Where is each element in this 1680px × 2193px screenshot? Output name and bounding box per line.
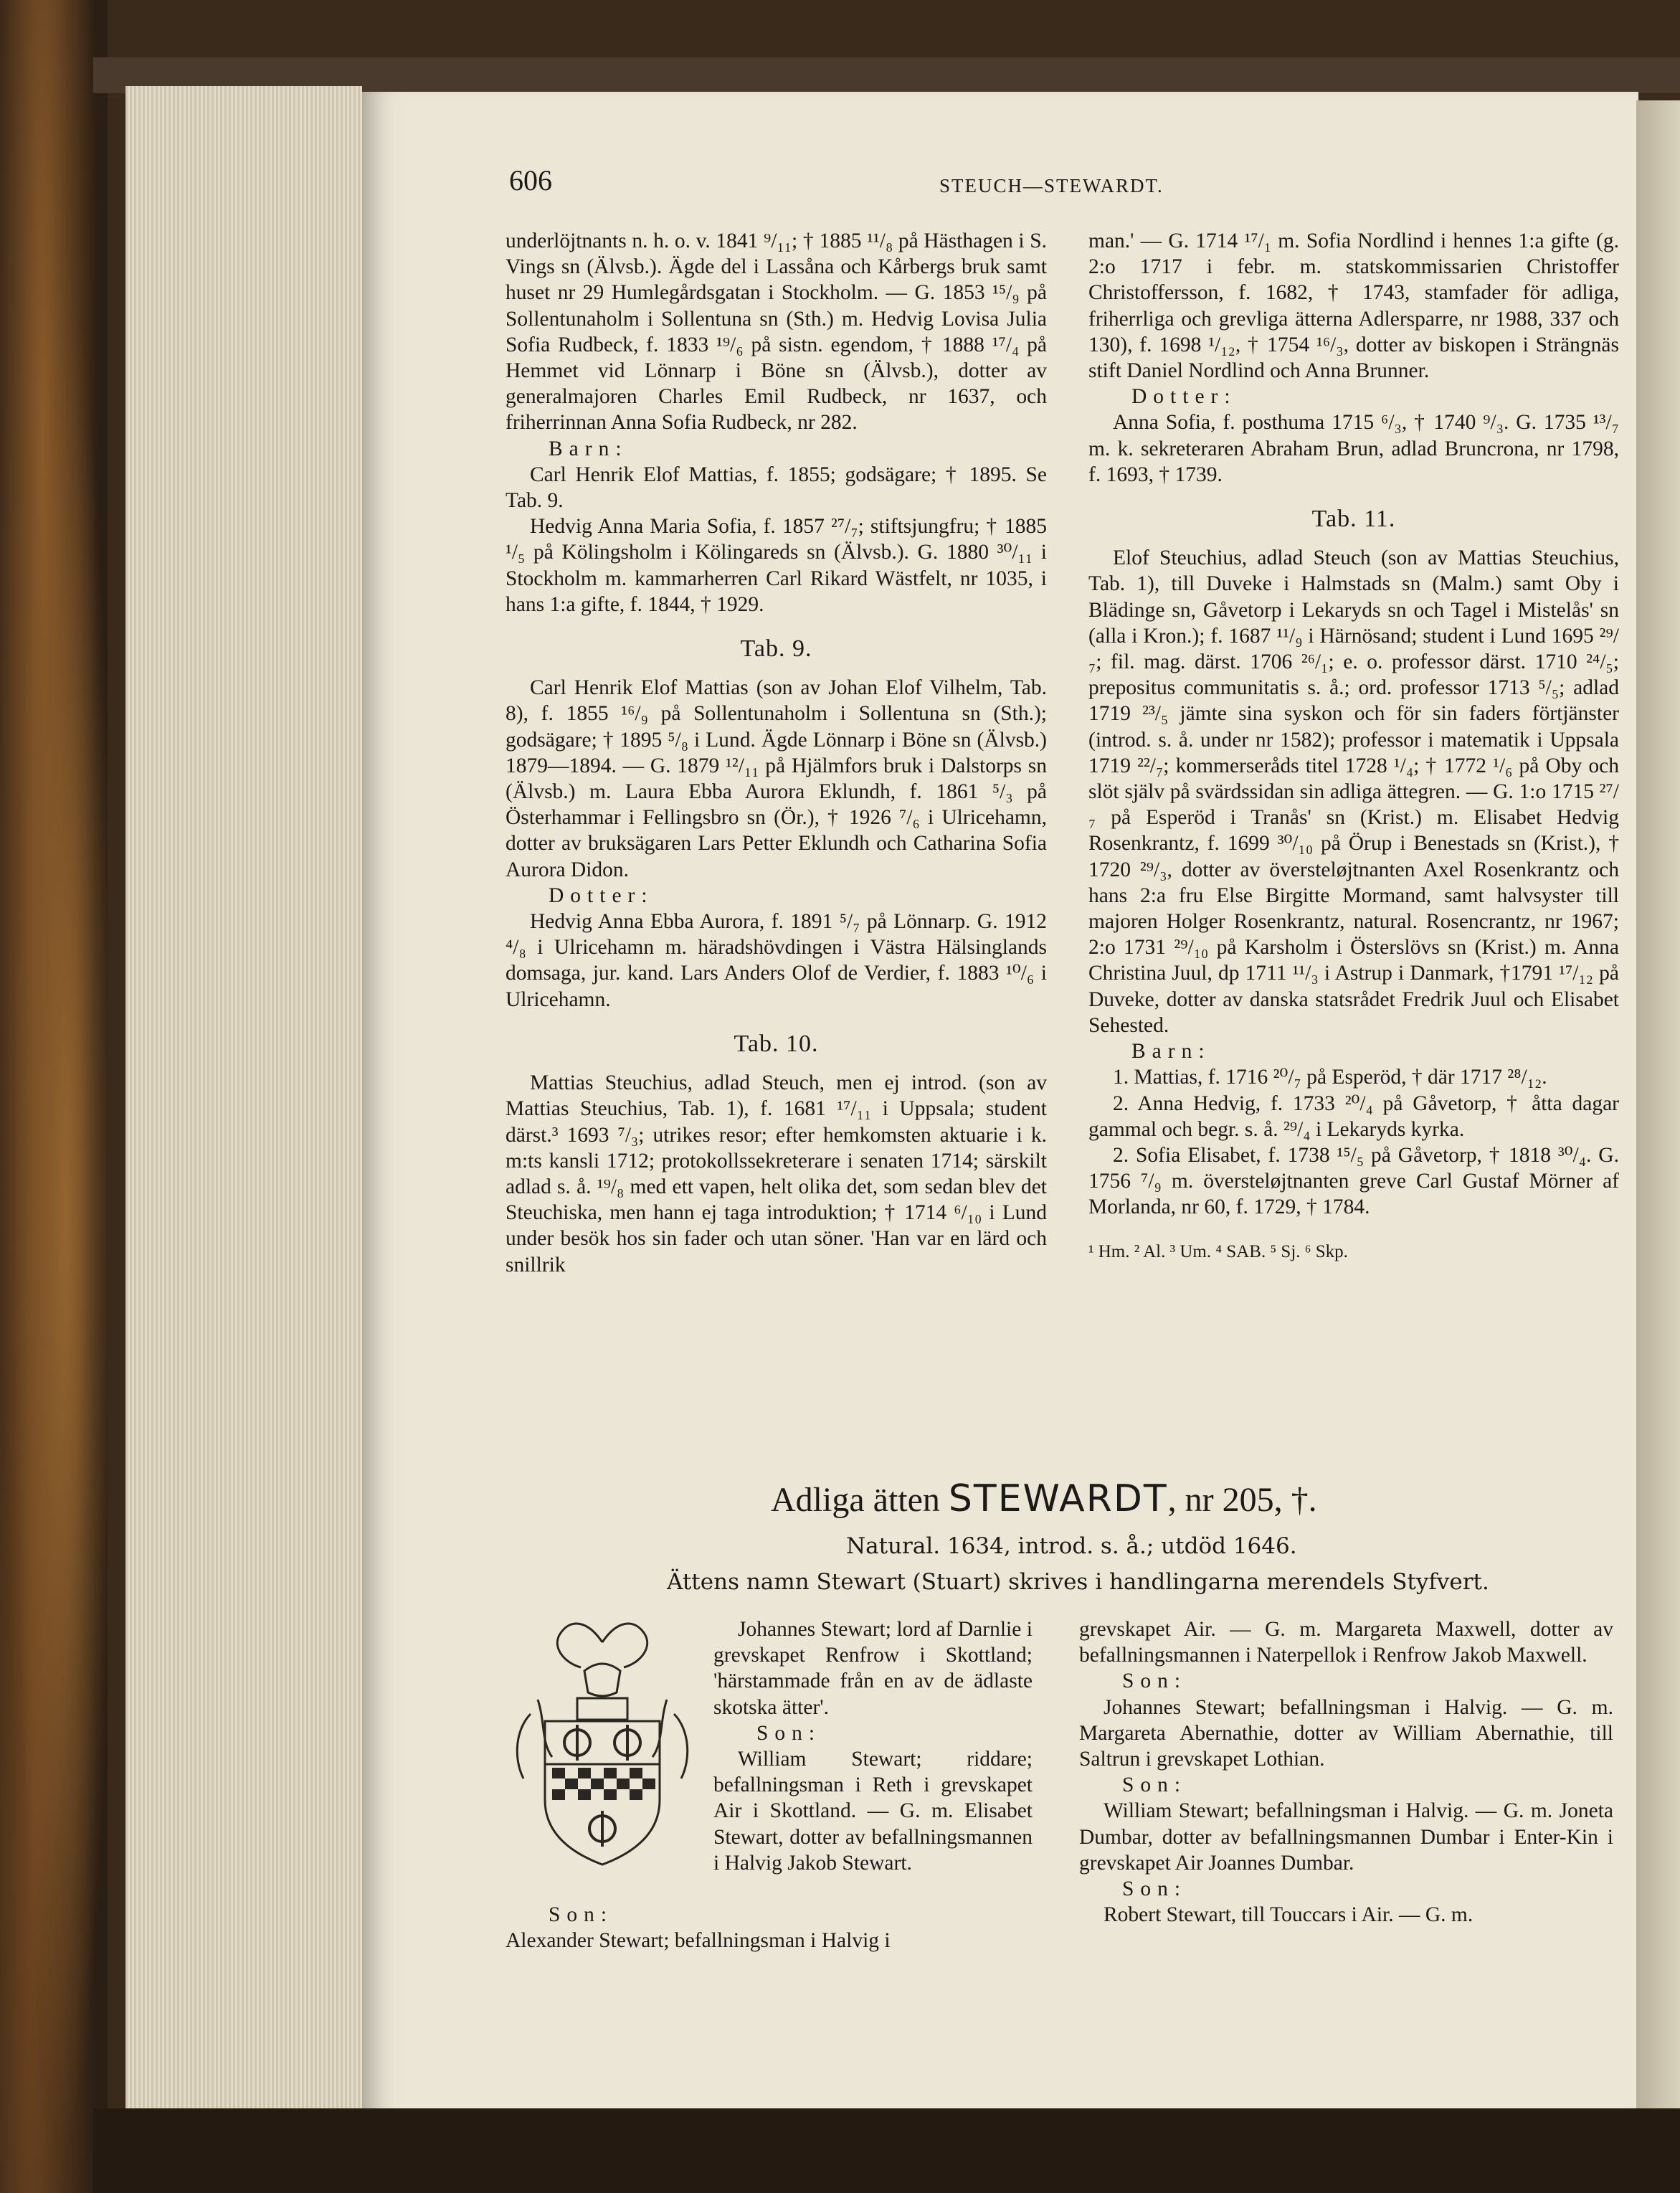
family-title <box>771 1477 1317 1520</box>
lower-left-bottom-text <box>506 1902 1033 1953</box>
paragraph: Elof Steuchius, adlad Steuch (son av Mattias Steuchius, Tab. 1), till Duveke i Halmstads sn (Malm.) samt Oby i Blädinge sn, Gåvetorp i Lekaryds sn och Tagel i Mistelås' sn (alla i Kron.); f. 1687 ¹¹/₉ i Härnösand; student i Lund 1695 ²⁹/₇; fil. mag. därst. 1706 ²⁶/₁; e. o. professor därst. 1710 ²⁴/₅; prepositus communitatis s. å.; ord. professor 1713 ⁵/₅; adlad 1719 ²³/₅ jämte sina syskon och för sin faders förtjänster (introd. s. å. under nr 1582); professor i matematik i Uppsala 1719 ²²/₇; kommerseråds titel 1728 ¹/₄; † 1772 ¹/₆ på Oby och slöt själv på svärdssidan sin adliga ättegren. — G. 1:o 1715 ²⁷/₇ på Esperöd i Tranås' sn (Krist.) m. Elisabet Hedvig Rosenkrantz, f. 1699 ³⁰/₁₀ på Örup i Benestads sn (Krist.), † 1720 ²⁹/₃, dotter av översteløjtnanten Axel Rosenkrantz och hans 2:a fru Else Birgitte Mormand, samt halvsyster till majoren Holger Rosenkrantz, natural. Rosencrantz, nr 1967; 2:o 1731 ²⁹/₁₀ på Karsholm i Österslövs sn (Krist.) m. Anna Christina Juul, dp 1711 ¹¹/₃ i Astrup i Danmark, †1791 ¹⁷/₁₂ på Duveke, dotter av danska statsrådet Fredrik Juul och Elisabet Sehested. <box>1088 546 1619 1037</box>
book-cover-left <box>0 0 108 2193</box>
table-heading-tab-10: Tab. 10. <box>734 1030 819 1057</box>
paragraph: Carl Henrik Elof Mattias (son av Johan Elof Vilhelm, Tab. 8), f. 1855 ¹⁶/₉ på Sollentunaholm i Sollentuna sn (Sth.); godsägare; † 1895 ⁵/₈ i Lund. Ägde Lönnarp i Böne sn (Älvsb.) 1879—1894. — G. 1879 ¹²/₁₁ på Hjälmfors bruk i Dalstorps sn (Älvsb.) m. Laura Ebba Aurora Eklundh, f. 1861 ⁵/₃ på Österhammar i Fellingsbro sn (Ör.), † 1926 ⁷/₆ i Ulricehamn, dotter av bruksägaren Lars Petter Eklundh och Catharina Sofia Aurora Didon. <box>506 676 1047 881</box>
book-bottom-shadow <box>93 2108 1680 2193</box>
section-label-barn: Barn: <box>549 437 628 460</box>
paragraph: Johannes Stewart; lord af Darnlie i grevskapet Renfrow i Skottland; 'härstammade från en av de ädlaste skotska ätter'. <box>713 1618 1033 1719</box>
next-page-edge <box>1636 100 1680 2108</box>
paragraph: Mattias Steuchius, adlad Steuch, men ej introd. (son av Mattias Steuchius, Tab. 1), f. 1681 ¹⁷/₁₁ i Uppsala; student därst.³ 1693 ⁷/₃; utrikes resor; efter hemkomsten aktuarie i k. m:ts kansli 1712; protokollssekreterare i senaten 1714; särskilt adlad s. å. ¹⁹/₈ med ett vapen, helt olika det, som sedan blev det Steuchiska, men hann ej taga introduktion; † 1714 ⁶/₁₀ i Lund under besök hos sin fader och utan söner. 'Han var en lärd och snillrik <box>506 1071 1047 1277</box>
paragraph: 1. Mattias, f. 1716 ²⁰/₇ på Esperöd, † där 1717 ²⁸/₁₂. <box>1113 1066 1547 1089</box>
lower-left-text <box>713 1616 1033 1876</box>
section-label-son: Son: <box>1122 1877 1187 1901</box>
name-note: Ättens namn Stewart (Stuart) skrives i handlingarna merendels Styfvert. <box>667 1569 1489 1595</box>
paragraph: Anna Sofia, f. posthuma 1715 ⁶/₃, † 1740 ⁹/₃. G. 1735 ¹³/₇ m. k. sekreteraren Abraham Brun, adlad Bruncrona, nr 1798, f. 1693, † 1739. <box>1088 411 1619 486</box>
page-edges <box>125 86 362 2108</box>
family-title-suffix: , nr 205, †. <box>1167 1481 1317 1519</box>
paragraph: Hedvig Anna Maria Sofia, f. 1857 ²⁷/₇; stiftsjungfru; † 1885 ¹/₅ på Kölingsholm i Kölingareds sn (Älvsb.). G. 1880 ³⁰/₁₁ i Stockholm m. kammarherren Carl Rikard Wästfelt, nr 1035, i hans 1:a gifte, f. 1844, † 1929. <box>506 515 1047 616</box>
section-label-dotter: Dotter: <box>549 884 654 907</box>
paragraph: Hedvig Anna Ebba Aurora, f. 1891 ⁵/₇ på Lönnarp. G. 1912 ⁴/₈ i Ulricehamn m. häradshövdingen i Västra Hälsinglands domsaga, jur. kand. Lars Anders Olof de Verdier, f. 1883 ¹⁰/₆ i Ulricehamn. <box>506 910 1047 1011</box>
page-number: 606 <box>509 164 552 196</box>
paragraph: 2. Anna Hedvig, f. 1733 ²⁰/₄ på Gåvetorp, † åtta dagar gammal och begr. s. å. ²⁹/₄ i Lekaryds kyrka. <box>1088 1091 1619 1141</box>
table-heading-tab-9: Tab. 9. <box>740 635 812 663</box>
footnotes: ¹ Hm. ² Al. ³ Um. ⁴ SAB. ⁵ Sj. ⁶ Skp. <box>1088 1241 1348 1261</box>
coat-of-arms-icon <box>502 1614 703 1872</box>
right-text-column <box>1088 228 1619 1265</box>
paragraph: William Stewart; befallningsman i Halvig. — G. m. Joneta Dumbar, dotter av befallningsmannen Dumbar i Enter-Kin i grevskapet Air Joannes Dumbar. <box>1079 1799 1613 1875</box>
paragraph: Johannes Stewart; befallningsman i Halvig. — G. m. Margareta Abernathie, dotter av William Abernathie, till Saltrun i grevskapet Lothian. <box>1079 1695 1613 1771</box>
section-label-barn: Barn: <box>1131 1040 1211 1064</box>
section-label-son: Son: <box>756 1721 822 1745</box>
naturalization-line: Natural. 1634, introd. s. å.; utdöd 1646. <box>846 1533 1297 1559</box>
paragraph: Robert Stewart, till Touccars i Air. — G. m. <box>1104 1903 1473 1927</box>
paragraph: Carl Henrik Elof Mattias, f. 1855; godsägare; † 1895. Se Tab. 9. <box>506 463 1047 513</box>
paragraph: grevskapet Air. — G. m. Margareta Maxwell, dotter av befallningsmannen i Naterpellok i Renfrow Jakob Maxwell. <box>1079 1618 1613 1667</box>
table-heading-tab-11: Tab. 11. <box>1311 506 1396 533</box>
section-label-dotter: Dotter: <box>1131 385 1237 409</box>
paragraph: man.' — G. 1714 ¹⁷/₁ m. Sofia Nordlind i hennes 1:a gifte (g. 2:o 1717 i febr. m. statskommissarien Christoffer Christoffersson, f. 1682, † 1743, stamfader för adliga, friherrliga och grevliga ätterna Adlersparre, nr 1988, 337 och 130), f. 1698 ¹/₁₂, † 1754 ¹⁶/₃, dotter av biskopen i Strängnäs stift Daniel Nordlind och Anna Brunner. <box>1088 229 1619 383</box>
section-label-son: Son: <box>1122 1773 1187 1797</box>
paragraph: William Stewart; riddare; befallningsman i Reth i grevskapet Air i Skottland. — G. m. Elisabet Stewart, dotter av befallningsmannen i Halvig Jakob Stewart. <box>713 1748 1033 1875</box>
paragraph: underlöjtnants n. h. o. v. 1841 ⁹/₁₁; † 1885 ¹¹/₈ på Hästhagen i S. Vings sn (Älvsb.). Ägde del i Lassåna och Kårbergs bruk samt huset nr 29 Humlegårdsgatan i Stockholm. — G. 1853 ¹⁵/₉ på Sollentunaholm i Sollentuna sn (Sth.) m. Hedvig Lovisa Julia Sofia Rudbeck, f. 1833 ¹⁹/₆ på sistn. egendom, † 1888 ¹⁷/₄ på Hemmet vid Lönnarp i Böne sn (Älvsb.), dotter av generalmajoren Charles Emil Rudbeck, nr 1637, och friherrinnan Anna Sofia Rudbeck, nr 282. <box>506 229 1047 435</box>
family-title-name: STEWARDT <box>948 1477 1168 1520</box>
paragraph: Alexander Stewart; befallningsman i Halvig i <box>506 1929 891 1953</box>
lower-right-text <box>1079 1616 1613 1928</box>
running-head: STEUCH—STEWARDT. <box>939 175 1164 196</box>
paragraph: 2. Sofia Elisabet, f. 1738 ¹⁵/₅ på Gåvetorp, † 1818 ³⁰/₄. G. 1756 ⁷/₉ m. översteløjtnanten greve Carl Gustaf Mörner af Morlanda, nr 60, f. 1729, † 1784. <box>1088 1143 1619 1219</box>
family-title-prefix: Adliga ätten <box>771 1481 940 1519</box>
section-label-son: Son: <box>1122 1669 1187 1693</box>
left-text-column <box>506 228 1047 1278</box>
section-label-son: Son: <box>549 1903 614 1926</box>
